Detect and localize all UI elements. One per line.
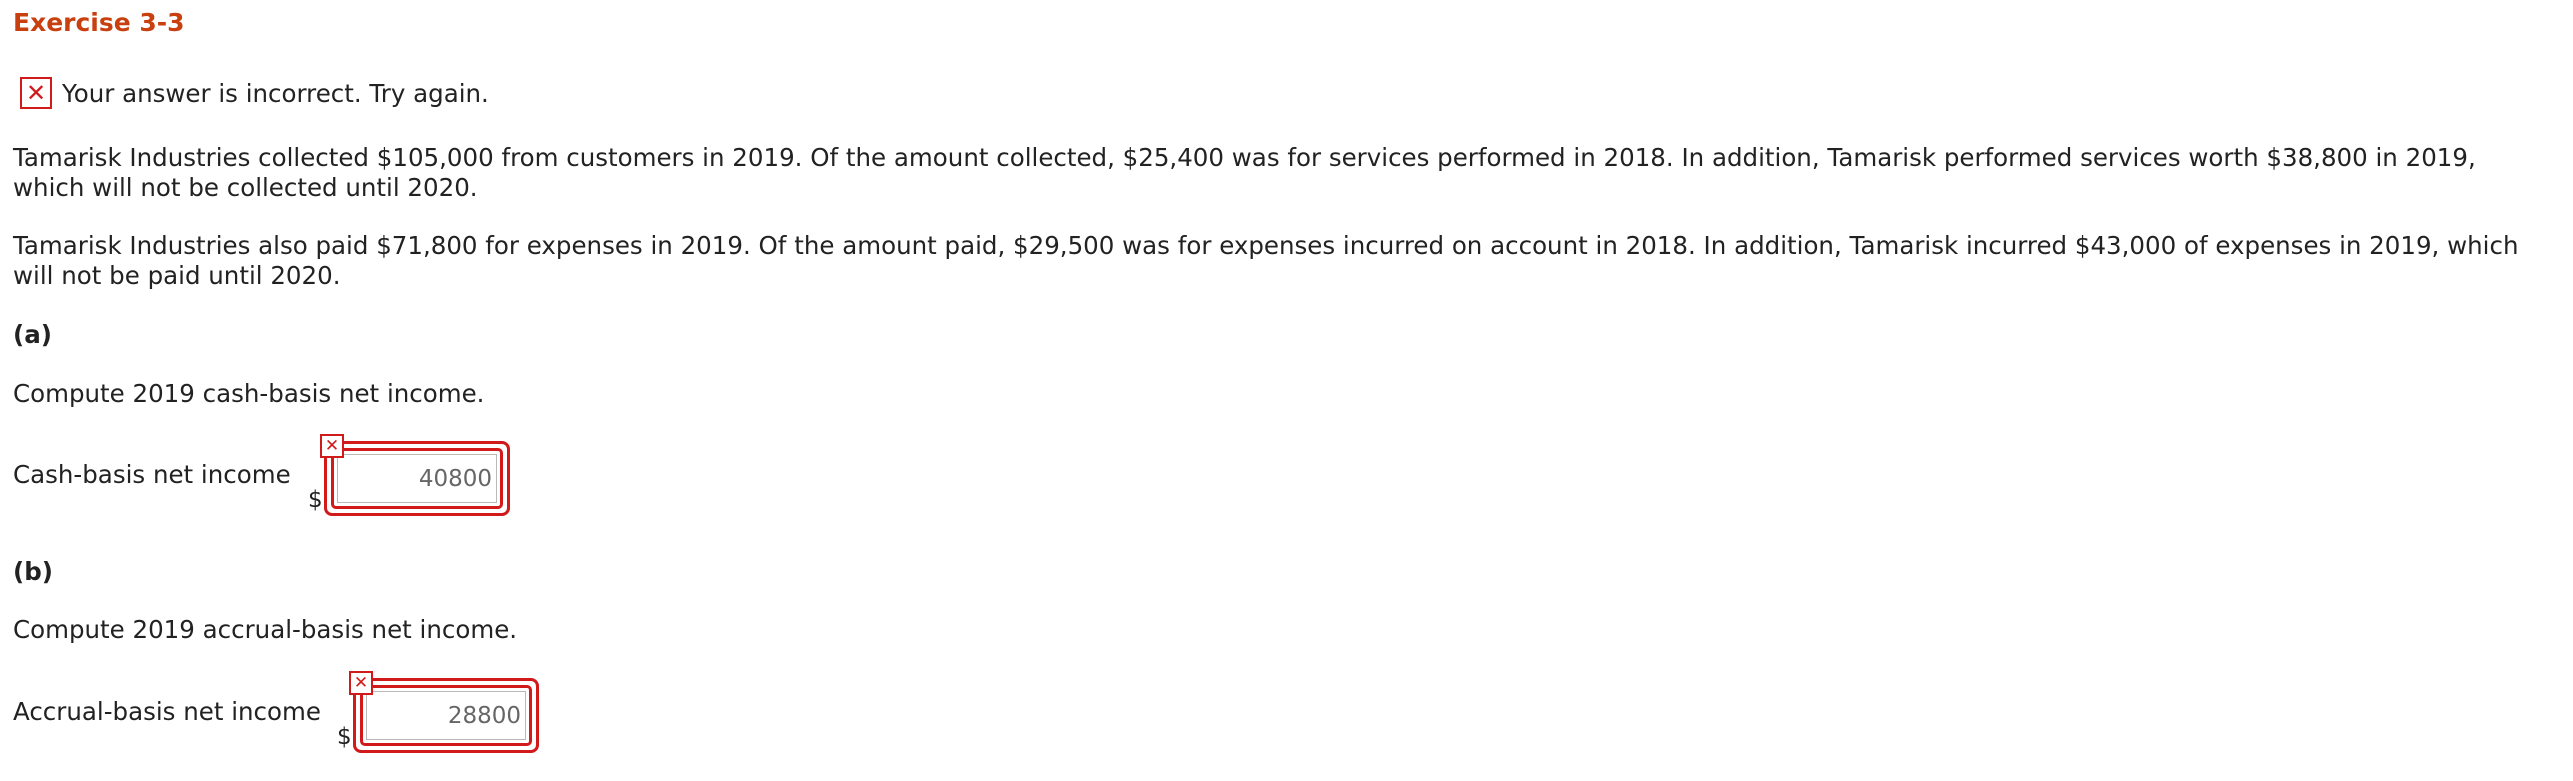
accrual-basis-input[interactable] (366, 691, 526, 740)
status-message: Your answer is incorrect. Try again. (62, 78, 489, 108)
part-a-label: (a) (13, 320, 52, 349)
cash-basis-input[interactable] (337, 454, 497, 503)
cash-basis-currency: $ (308, 487, 323, 513)
accrual-basis-row-label: Accrual-basis net income (13, 697, 321, 726)
part-a-question: Compute 2019 cash-basis net income. (13, 379, 485, 408)
problem-paragraph-1: Tamarisk Industries collected $105,000 from customers in 2019. Of the amount collected, $25,400 was for services performed in 2018. In addition, Tamarisk performed services worth $38,800 in 2019, which will not be collected until 2020. (13, 143, 2476, 202)
incorrect-close-icon: ✕ (20, 77, 52, 109)
part-b-label: (b) (13, 557, 53, 586)
accrual-basis-incorrect-close-icon: ✕ (349, 671, 373, 695)
answer-status (20, 76, 489, 110)
accrual-basis-answer-group (353, 671, 539, 753)
cash-basis-error-frame (324, 441, 510, 516)
exercise-title: Exercise 3-3 (13, 8, 185, 37)
problem-paragraph-2: Tamarisk Industries also paid $71,800 for expenses in 2019. Of the amount paid, $29,500 was for expenses incurred on account in 2018. In addition, Tamarisk incurred $43,000 of expenses in 2019, which will not be paid until 2020. (13, 231, 2519, 290)
accrual-basis-currency: $ (337, 724, 352, 750)
cash-basis-answer-group (324, 434, 510, 516)
part-b-question: Compute 2019 accrual-basis net income. (13, 615, 518, 644)
cash-basis-incorrect-close-icon: ✕ (320, 434, 344, 458)
cash-basis-row-label: Cash-basis net income (13, 460, 291, 489)
accrual-basis-error-frame (353, 678, 539, 753)
